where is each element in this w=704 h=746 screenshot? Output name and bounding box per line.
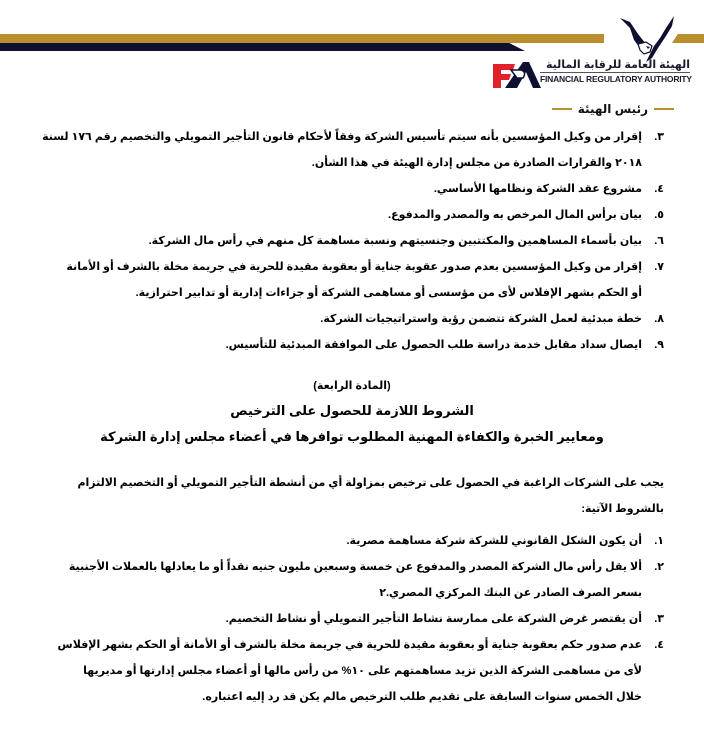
intro-paragraph [30,470,664,522]
org-name-arabic: الهيئة العامة للرقابة المالية [540,58,690,73]
list-item [30,124,664,176]
condition-item [30,528,664,554]
list-item [30,202,664,228]
item-text [30,254,642,306]
org-name-block [540,58,690,86]
item-number: ٧. [654,261,664,273]
item-number: ١. [654,535,664,547]
list-item [30,228,664,254]
item-text [30,606,642,632]
item-number: ٦. [654,235,664,247]
item-line: خطة مبدئية لعمل الشركة تتضمن رؤية واستراتيجيات الشركة. [320,313,642,325]
document-body [30,124,664,358]
item-continuation: ٢٠١٨ والقرارات الصادرة من مجلس إدارة الهيئة في هذا الشأن. [311,157,642,169]
letterhead [0,0,704,124]
article-subtitle: ومعايير الخبرة والكفاءة المهنية المطلوب توافرها في أعضاء مجلس إدارة الشركة [100,429,604,444]
article-heading [0,374,704,450]
item-number: ٨. [654,313,664,325]
item-number: ٣. [654,131,664,143]
item-text [30,332,642,358]
item-line: ألا يقل رأس مال الشركة المصدر والمدفوع عن خمسة وسبعين مليون جنيه نقداً أو ما يعادلها بالعملات الأجنبية [68,561,642,573]
fra-logo-icon [493,60,543,90]
eagle-emblem-icon [616,14,678,64]
condition-item [30,554,664,606]
item-continuation: خلال الخمس سنوات السابقة على تقديم طلب الترخيص مالم يكن قد رد إليه اعتباره. [202,691,642,703]
item-line: مشروع عقد الشركة ونظامها الأساسي. [433,183,642,195]
list-item [30,254,664,306]
item-text [30,306,642,332]
item-number: ٤. [654,183,664,195]
item-text [30,554,642,606]
item-line: إقرار من وكيل المؤسسين بعدم صدور عقوبة جناية أو بعقوبة مقيدة للحرية في جريمة مخلة بالشرف أو الأمانة [66,261,642,273]
item-text [30,202,642,228]
intro-line: بالشروط الآتية: [581,503,664,515]
item-line: أن يكون الشكل القانوني للشركة شركة مساهمة مصرية. [346,535,642,547]
item-line: أن يقتصر غرض الشركة على ممارسة نشاط التأجير التمويلي أو نشاط التخصيم. [225,613,642,625]
article-label: (المادة الرابعة) [313,380,391,392]
item-number: ٩. [654,339,664,351]
item-continuation: لأى من مساهمى الشركة الذين تزيد مساهمتهم على ١٠% من رأس مالها أو أعضاء مجلس إدارتها أو مديريها [83,665,642,677]
item-number: ٢. [654,561,664,573]
condition-item [30,606,664,632]
org-name-english: FINANCIAL REGULATORY AUTHORITY [540,74,692,84]
decorative-dash [654,108,674,110]
item-number: ٣. [654,613,664,625]
item-line: إقرار من وكيل المؤسسين بأنه سيتم تأسيس الشركة وفقاً لأحكام قانون التأجير التمويلي والتخصيم رقم ١٧٦ لسنة [42,131,642,143]
item-number: ٥. [654,209,664,221]
item-continuation: بسعر الصرف الصادر عن البنك المركزي المصري.٢ [379,587,642,599]
item-line: عدم صدور حكم بعقوبة جناية أو بعقوبة مقيدة للحرية في جريمة مخلة بالشرف أو الأمانة أو الحكم بشهر الإفلاس [57,639,642,651]
article-title: الشروط اللازمة للحصول على الترخيص [230,403,474,418]
list-item [30,332,664,358]
office-label: رئيس الهيئة [577,102,648,116]
header-gold-stripe [0,34,604,43]
item-line: بيان بأسماء المساهمين والمكتتبين وجنسيتهم ونسبة مساهمة كل منهم في رأس مال الشركة. [148,235,642,247]
decorative-dash [552,108,572,110]
article-body [30,470,664,710]
office-heading [552,100,674,118]
intro-line: يجب على الشركات الراغبة في الحصول على ترخيص بمزاولة أي من أنشطة التأجير التمويلي أو التخصيم الالتزام [77,477,664,489]
item-text [30,228,642,254]
item-continuation: أو الحكم بشهر الإفلاس لأى من مؤسسى أو مساهمى الشركة أو جزاءات إدارية أو تدابير احترازية. [135,287,642,299]
item-line: ايصال سداد مقابل خدمة دراسة طلب الحصول على الموافقة المبدئية للتأسيس. [225,339,642,351]
condition-item [30,632,664,710]
item-text [30,176,642,202]
item-text [30,124,642,176]
list-item [30,306,664,332]
list-item [30,176,664,202]
item-text [30,528,642,554]
item-number: ٤. [654,639,664,651]
item-text [30,632,642,710]
item-line: بيان برأس المال المرخص به والمصدر والمدفوع. [388,209,642,221]
header-navy-stripe [0,43,525,51]
